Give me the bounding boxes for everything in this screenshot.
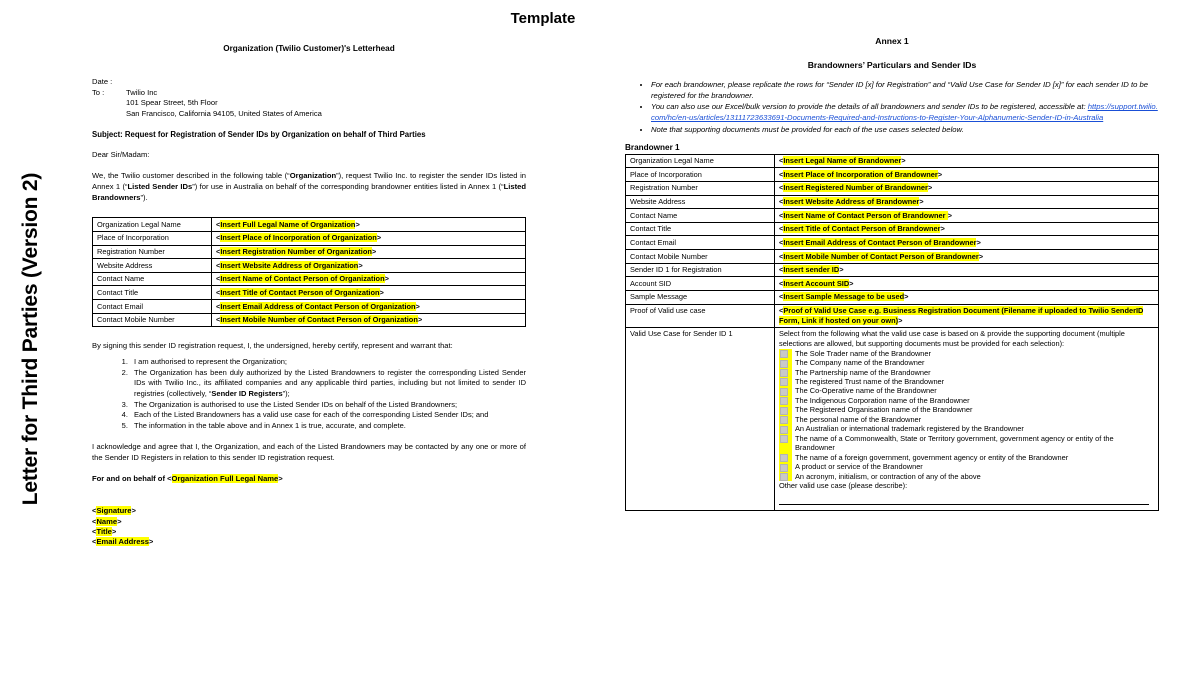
- angle-close: >: [379, 287, 384, 297]
- angle-close: >: [849, 278, 854, 288]
- table-cell-value[interactable]: [212, 272, 526, 286]
- angle-close: >: [839, 265, 844, 275]
- use-case-option-label: The Company name of the Brandowner: [795, 358, 925, 368]
- angle-open: <: [216, 233, 221, 243]
- table-cell-value[interactable]: [775, 236, 1159, 250]
- table-row: [626, 236, 1159, 250]
- use-case-option-label: An Australian or international trademark registered by the Brandowner: [795, 424, 1024, 434]
- angle-close: >: [131, 506, 136, 516]
- table-cell-value[interactable]: [775, 290, 1159, 304]
- list-item[interactable]: [779, 377, 1155, 386]
- angle-open: <: [779, 251, 784, 261]
- certification-item: 3. The Organization is authorised to use the Listed Sender IDs on behalf of the Listed Brandowners;: [130, 400, 526, 410]
- annex-note-1: • For each brandowner, please replicate the rows for “Sender ID [x] for Registration” and “Valid Use Case for Sender ID [x]” for each sender ID to be registered for the brandowner.: [651, 80, 1159, 102]
- angle-open: <: [92, 506, 97, 516]
- list-item[interactable]: [779, 424, 1155, 433]
- recipient-name: Twilio Inc: [126, 87, 158, 97]
- annex-column: [625, 36, 1159, 511]
- table-cell-key: Contact Email: [93, 300, 212, 314]
- organization-details-table: [92, 217, 526, 327]
- angle-close: >: [371, 247, 377, 257]
- annex-subtitle: Brandowners’ Particulars and Sender IDs: [807, 60, 977, 70]
- table-cell-key: Registration Number: [626, 181, 775, 195]
- use-case-option-label: The name of a foreign government, government agency or entity of the Brandowner: [795, 452, 1069, 462]
- intro-e: ”) for use in Australia on behalf of the corresponding brandowner entities listed in Annex 1 (“: [192, 181, 504, 191]
- angle-close: >: [358, 260, 363, 270]
- placeholder-value[interactable]: Insert Legal Name of Brandowner: [783, 156, 902, 166]
- certification-item: 4. Each of the Listed Brandowners has a valid use case for each of the corresponding Listed Sender IDs; and: [130, 410, 526, 420]
- angle-open: <: [216, 219, 221, 229]
- table-cell-value[interactable]: [775, 181, 1159, 195]
- angle-close: >: [904, 292, 909, 302]
- table-row: [626, 154, 1159, 168]
- table-cell-key: Contact Mobile Number: [93, 313, 212, 327]
- table-row: [626, 277, 1159, 291]
- annex-note-2: [651, 102, 1159, 124]
- signature-placeholder[interactable]: Title: [96, 527, 112, 537]
- table-cell-value[interactable]: [212, 218, 526, 232]
- use-case-option-label: A product or service of the Brandowner: [795, 462, 923, 472]
- table-cell-key: Organization Legal Name: [93, 218, 212, 232]
- use-case-intro: Select from the following what the valid use case is based on & provide the supporting document (multiple selections are allowed, but supporting documents must be provided for each selection):: [779, 329, 1125, 348]
- list-item[interactable]: [779, 462, 1155, 471]
- intro-f: Listed Brandowners: [92, 181, 526, 202]
- table-cell-key: Website Address: [93, 259, 212, 273]
- use-case-option-label: The name of a Commonwealth, State or Territory government, government agency or entity of the Brandowner: [795, 433, 1114, 453]
- table-row: [626, 181, 1159, 195]
- checkbox-icon[interactable]: [779, 472, 792, 481]
- table-row: [626, 222, 1159, 236]
- angle-open: <: [779, 237, 784, 247]
- table-row: [93, 218, 526, 232]
- placeholder-value[interactable]: Insert Name of Contact Person of Organization: [220, 274, 385, 284]
- list-item[interactable]: [779, 368, 1155, 377]
- angle-open: <: [779, 224, 784, 234]
- table-cell-key: Valid Use Case for Sender ID 1: [626, 327, 775, 510]
- signature-placeholder[interactable]: Name: [96, 516, 118, 526]
- table-cell-value[interactable]: [775, 195, 1159, 209]
- use-case-option-label: The Registered Organisation name of the Brandowner: [795, 405, 973, 415]
- angle-open: <: [779, 278, 784, 288]
- table-row: [626, 250, 1159, 264]
- table-row: [626, 195, 1159, 209]
- angle-close: >: [376, 233, 382, 243]
- use-case-checkbox-list: [779, 349, 1155, 482]
- table-cell-value[interactable]: [212, 259, 526, 273]
- table-cell-key: Contact Email: [626, 236, 775, 250]
- use-case-option-label: The Co-Operative name of the Brandowner: [795, 386, 937, 396]
- angle-open: <: [779, 197, 784, 207]
- recipient-street: 101 Spear Street, 5th Floor: [126, 98, 218, 108]
- behalf-suffix: >: [278, 473, 283, 483]
- signature-block: [92, 506, 526, 548]
- checkbox-icon[interactable]: [779, 349, 792, 358]
- table-row: [626, 327, 1159, 510]
- placeholder-value[interactable]: Insert Sample Message to be used: [783, 292, 905, 302]
- use-case-option-label: The Indigenous Corporation name of the Brandowner: [795, 395, 970, 405]
- angle-open: <: [216, 315, 221, 325]
- table-cell-value[interactable]: [775, 277, 1159, 291]
- checkbox-icon[interactable]: [779, 358, 792, 367]
- sender-id-registers-term: Sender ID Registers: [211, 388, 283, 398]
- behalf-prefix: For and on behalf of <: [92, 473, 172, 483]
- address-block: [92, 77, 526, 120]
- table-row: [93, 259, 526, 273]
- table-cell-value[interactable]: [775, 263, 1159, 277]
- annex-title: Annex 1: [875, 36, 909, 46]
- placeholder-value[interactable]: Insert Website Address of Organization: [220, 260, 359, 270]
- angle-open: <: [92, 516, 97, 526]
- angle-open: <: [779, 183, 784, 193]
- annex-notes-list: [625, 80, 1159, 136]
- placeholder-value[interactable]: Insert Title of Contact Person of Organization: [220, 287, 380, 297]
- angle-close: >: [976, 237, 981, 247]
- behalf-value[interactable]: Organization Full Legal Name: [171, 473, 279, 483]
- list-item[interactable]: [779, 415, 1155, 424]
- table-cell-value[interactable]: [775, 154, 1159, 168]
- intro-paragraph: [92, 171, 526, 203]
- signature-field[interactable]: [92, 527, 526, 537]
- angle-close: >: [947, 210, 952, 220]
- table-row: [626, 168, 1159, 182]
- use-case-option-label: The Partnership name of the Brandowner: [795, 367, 931, 377]
- angle-close: >: [148, 537, 154, 547]
- use-case-option-label: An acronym, initialism, or contraction of any of the above: [795, 471, 981, 481]
- page-title: Template: [510, 10, 576, 27]
- placeholder-value[interactable]: Insert Place of Incorporation of Brandowner: [783, 169, 938, 179]
- placeholder-value[interactable]: Insert Website Address of Brandowner: [783, 197, 920, 207]
- table-cell-value[interactable]: [212, 300, 526, 314]
- placeholder-value[interactable]: Insert Registered Number of Brandowner: [783, 183, 928, 193]
- table-row: [93, 313, 526, 327]
- subject-line: Subject: Request for Registration of Sender IDs by Organization on behalf of Third Parties: [92, 129, 426, 139]
- table-cell-key: Place of Incorporation: [626, 168, 775, 182]
- angle-open: <: [216, 260, 221, 270]
- intro-b: Organization: [289, 171, 337, 181]
- placeholder-value[interactable]: Insert sender ID: [783, 265, 840, 275]
- placeholder-value[interactable]: Insert Full Legal Name of Organization: [220, 219, 356, 229]
- placeholder-value[interactable]: Insert Registration Number of Organization: [220, 247, 372, 257]
- list-item[interactable]: [779, 396, 1155, 405]
- checkbox-icon[interactable]: [779, 368, 792, 377]
- letter-column: [92, 44, 526, 548]
- table-row: [93, 272, 526, 286]
- list-item[interactable]: [779, 472, 1155, 481]
- behalf-line: [92, 474, 526, 484]
- table-row: [93, 245, 526, 259]
- table-cell-key: Organization Legal Name: [626, 154, 775, 168]
- checkbox-icon[interactable]: [779, 396, 792, 405]
- angle-close: >: [919, 197, 924, 207]
- signature-field[interactable]: [92, 517, 526, 527]
- placeholder-value[interactable]: Insert Place of Incorporation of Organization: [220, 233, 377, 243]
- signature-placeholder[interactable]: Email Address: [96, 537, 149, 547]
- placeholder-value[interactable]: Insert Mobile Number of Contact Person of Brandowner: [783, 251, 979, 261]
- other-use-case-input-line[interactable]: [779, 503, 1149, 505]
- side-title: [0, 0, 62, 678]
- placeholder-value[interactable]: Insert Mobile Number of Contact Person of Organization: [220, 315, 418, 325]
- table-cell-value[interactable]: [212, 231, 526, 245]
- table-cell-key: Sender ID 1 for Registration: [626, 263, 775, 277]
- date-label: Date :: [92, 76, 113, 86]
- table-cell-key: Proof of Valid use case: [626, 304, 775, 327]
- angle-close: >: [355, 219, 360, 229]
- checkbox-icon[interactable]: [779, 424, 792, 433]
- table-cell-value[interactable]: [212, 245, 526, 259]
- annex-note-2-text: You can also use our Excel/bulk version to provide the details of all brandowners and sender IDs to be registered, accessible at:: [651, 102, 1088, 112]
- other-use-case-label: Other valid use case (please describe):: [779, 481, 908, 491]
- angle-close: >: [901, 156, 906, 166]
- angle-close: >: [898, 315, 903, 325]
- angle-open: <: [779, 292, 784, 302]
- table-cell-value[interactable]: [775, 250, 1159, 264]
- use-case-selection-cell: [775, 327, 1159, 510]
- table-cell-key: Website Address: [626, 195, 775, 209]
- checkbox-icon[interactable]: [779, 405, 792, 414]
- table-cell-value[interactable]: [212, 286, 526, 300]
- certification-list: [92, 357, 526, 431]
- intro-g: ”).: [140, 192, 148, 202]
- letterhead-heading: Organization (Twilio Customer)'s Letterhead: [223, 44, 395, 53]
- table-cell-value[interactable]: [212, 313, 526, 327]
- placeholder-value[interactable]: Insert Email Address of Contact Person of Organization: [220, 301, 416, 311]
- angle-open: <: [779, 306, 784, 316]
- table-cell-value[interactable]: [775, 222, 1159, 236]
- angle-open: <: [779, 265, 784, 275]
- table-row: [626, 209, 1159, 223]
- signature-field[interactable]: [92, 506, 526, 516]
- angle-close: >: [940, 224, 945, 234]
- angle-open: <: [216, 247, 221, 257]
- angle-open: <: [779, 169, 784, 179]
- intro-a: We, the Twilio customer described in the following table (“: [92, 171, 290, 181]
- table-cell-key: Contact Name: [626, 209, 775, 223]
- date-value: [126, 77, 526, 88]
- angle-close: >: [415, 301, 420, 311]
- table-row: [93, 286, 526, 300]
- placeholder-value[interactable]: Insert Account SID: [783, 278, 850, 288]
- to-label: To :: [92, 87, 105, 97]
- angle-close: >: [937, 169, 943, 179]
- table-row: [93, 300, 526, 314]
- angle-open: <: [779, 210, 784, 220]
- angle-open: <: [92, 527, 97, 537]
- table-cell-key: Place of Incorporation: [93, 231, 212, 245]
- list-item[interactable]: [779, 358, 1155, 367]
- intro-c: ”), request Twilio Inc. to register the sender IDs listed in Annex 1 (“: [92, 171, 526, 191]
- table-cell-key: Sample Message: [626, 290, 775, 304]
- table-row: [93, 231, 526, 245]
- checkbox-icon[interactable]: [779, 415, 792, 424]
- use-case-option-label: The Sole Trader name of the Brandowner: [795, 348, 931, 358]
- use-case-option-label: The personal name of the Brandowner: [795, 414, 922, 424]
- table-cell-value[interactable]: [775, 304, 1159, 327]
- table-row: [626, 304, 1159, 327]
- list-item[interactable]: [779, 453, 1155, 462]
- recipient-city: San Francisco, California 94105, United States of America: [126, 109, 322, 119]
- annex-note-3: • Note that supporting documents must be provided for each of the use cases selected below.: [651, 125, 1159, 136]
- angle-close: >: [927, 183, 933, 193]
- checkbox-icon[interactable]: [779, 453, 792, 462]
- list-item[interactable]: [779, 386, 1155, 395]
- brandowner-heading: Brandowner 1: [625, 142, 680, 152]
- intro-d: Listed Sender IDs: [127, 181, 193, 191]
- angle-open: <: [216, 301, 221, 311]
- checkbox-icon[interactable]: [779, 462, 792, 471]
- placeholder-value[interactable]: Insert Email Address of Contact Person of Brandowner: [783, 237, 977, 247]
- signature-field[interactable]: [92, 537, 526, 547]
- table-cell-value[interactable]: [775, 209, 1159, 223]
- table-row: [626, 263, 1159, 277]
- placeholder-value[interactable]: Insert Title of Contact Person of Brandowner: [783, 224, 941, 234]
- table-cell-key: Contact Title: [626, 222, 775, 236]
- certification-item: 5. The information in the table above and in Annex 1 is true, accurate, and complete.: [130, 421, 526, 431]
- angle-open: <: [92, 537, 97, 547]
- table-cell-key: Contact Name: [93, 272, 212, 286]
- acknowledgement-paragraph: I acknowledge and agree that I, the Organization, and each of the Listed Brandowners may be contacted by any one or more of the Sender ID Registers in relation to this sender ID registration request.: [92, 442, 526, 462]
- table-cell-key: Contact Mobile Number: [626, 250, 775, 264]
- use-case-option-label: The registered Trust name of the Brandowner: [795, 376, 945, 386]
- placeholder-value[interactable]: Insert Name of Contact Person of Brandowner: [783, 210, 948, 220]
- side-title-text: Letter for Third Parties (Version 2): [19, 172, 42, 506]
- certification-item: 2. The Organization has been duly authorized by the Listed Brandowners to register the corresponding Listed Sender IDs with Twilio Inc., its affiliated companies and any applicable third parties, including but not limited to sender ID registries (collectively, “Sender ID Registers”);: [130, 368, 526, 399]
- table-cell-key: Registration Number: [93, 245, 212, 259]
- table-cell-key: Account SID: [626, 277, 775, 291]
- certify-intro: By signing this sender ID registration request, I, the undersigned, hereby certify, represent and warrant that:: [92, 341, 453, 351]
- salutation: Dear Sir/Madam:: [92, 150, 150, 160]
- table-cell-value[interactable]: [775, 168, 1159, 182]
- angle-close: >: [978, 251, 984, 261]
- list-item[interactable]: [779, 434, 1155, 453]
- angle-open: <: [779, 156, 784, 166]
- checkbox-icon[interactable]: [779, 377, 792, 386]
- checkbox-icon[interactable]: [779, 386, 792, 395]
- placeholder-value[interactable]: Proof of Valid Use Case e.g. Business Registration Document (Filename if uploaded to Twilio SenderID Form, Link if hosted on your own): [779, 306, 1144, 325]
- table-row: [626, 290, 1159, 304]
- excel-bulk-version-link[interactable]: https://support.twilio.com/hc/en-us/articles/13111723633691-Documents-Required-and-Instructions-to-Register-Your-Alphanumeric-Sender-ID-in-Australia: [651, 102, 1158, 123]
- angle-open: <: [216, 287, 221, 297]
- table-cell-key: Contact Title: [93, 286, 212, 300]
- certification-item: 1. I am authorised to represent the Organization;: [130, 357, 526, 367]
- angle-close: >: [111, 527, 117, 537]
- list-item[interactable]: [779, 405, 1155, 414]
- angle-open: <: [216, 274, 221, 284]
- brandowner-details-table: [625, 154, 1159, 512]
- angle-close: >: [417, 315, 423, 325]
- checkbox-icon[interactable]: [779, 434, 792, 453]
- list-item[interactable]: [779, 349, 1155, 358]
- signature-placeholder[interactable]: Signature: [96, 506, 132, 516]
- angle-close: >: [117, 516, 122, 526]
- angle-close: >: [384, 274, 389, 284]
